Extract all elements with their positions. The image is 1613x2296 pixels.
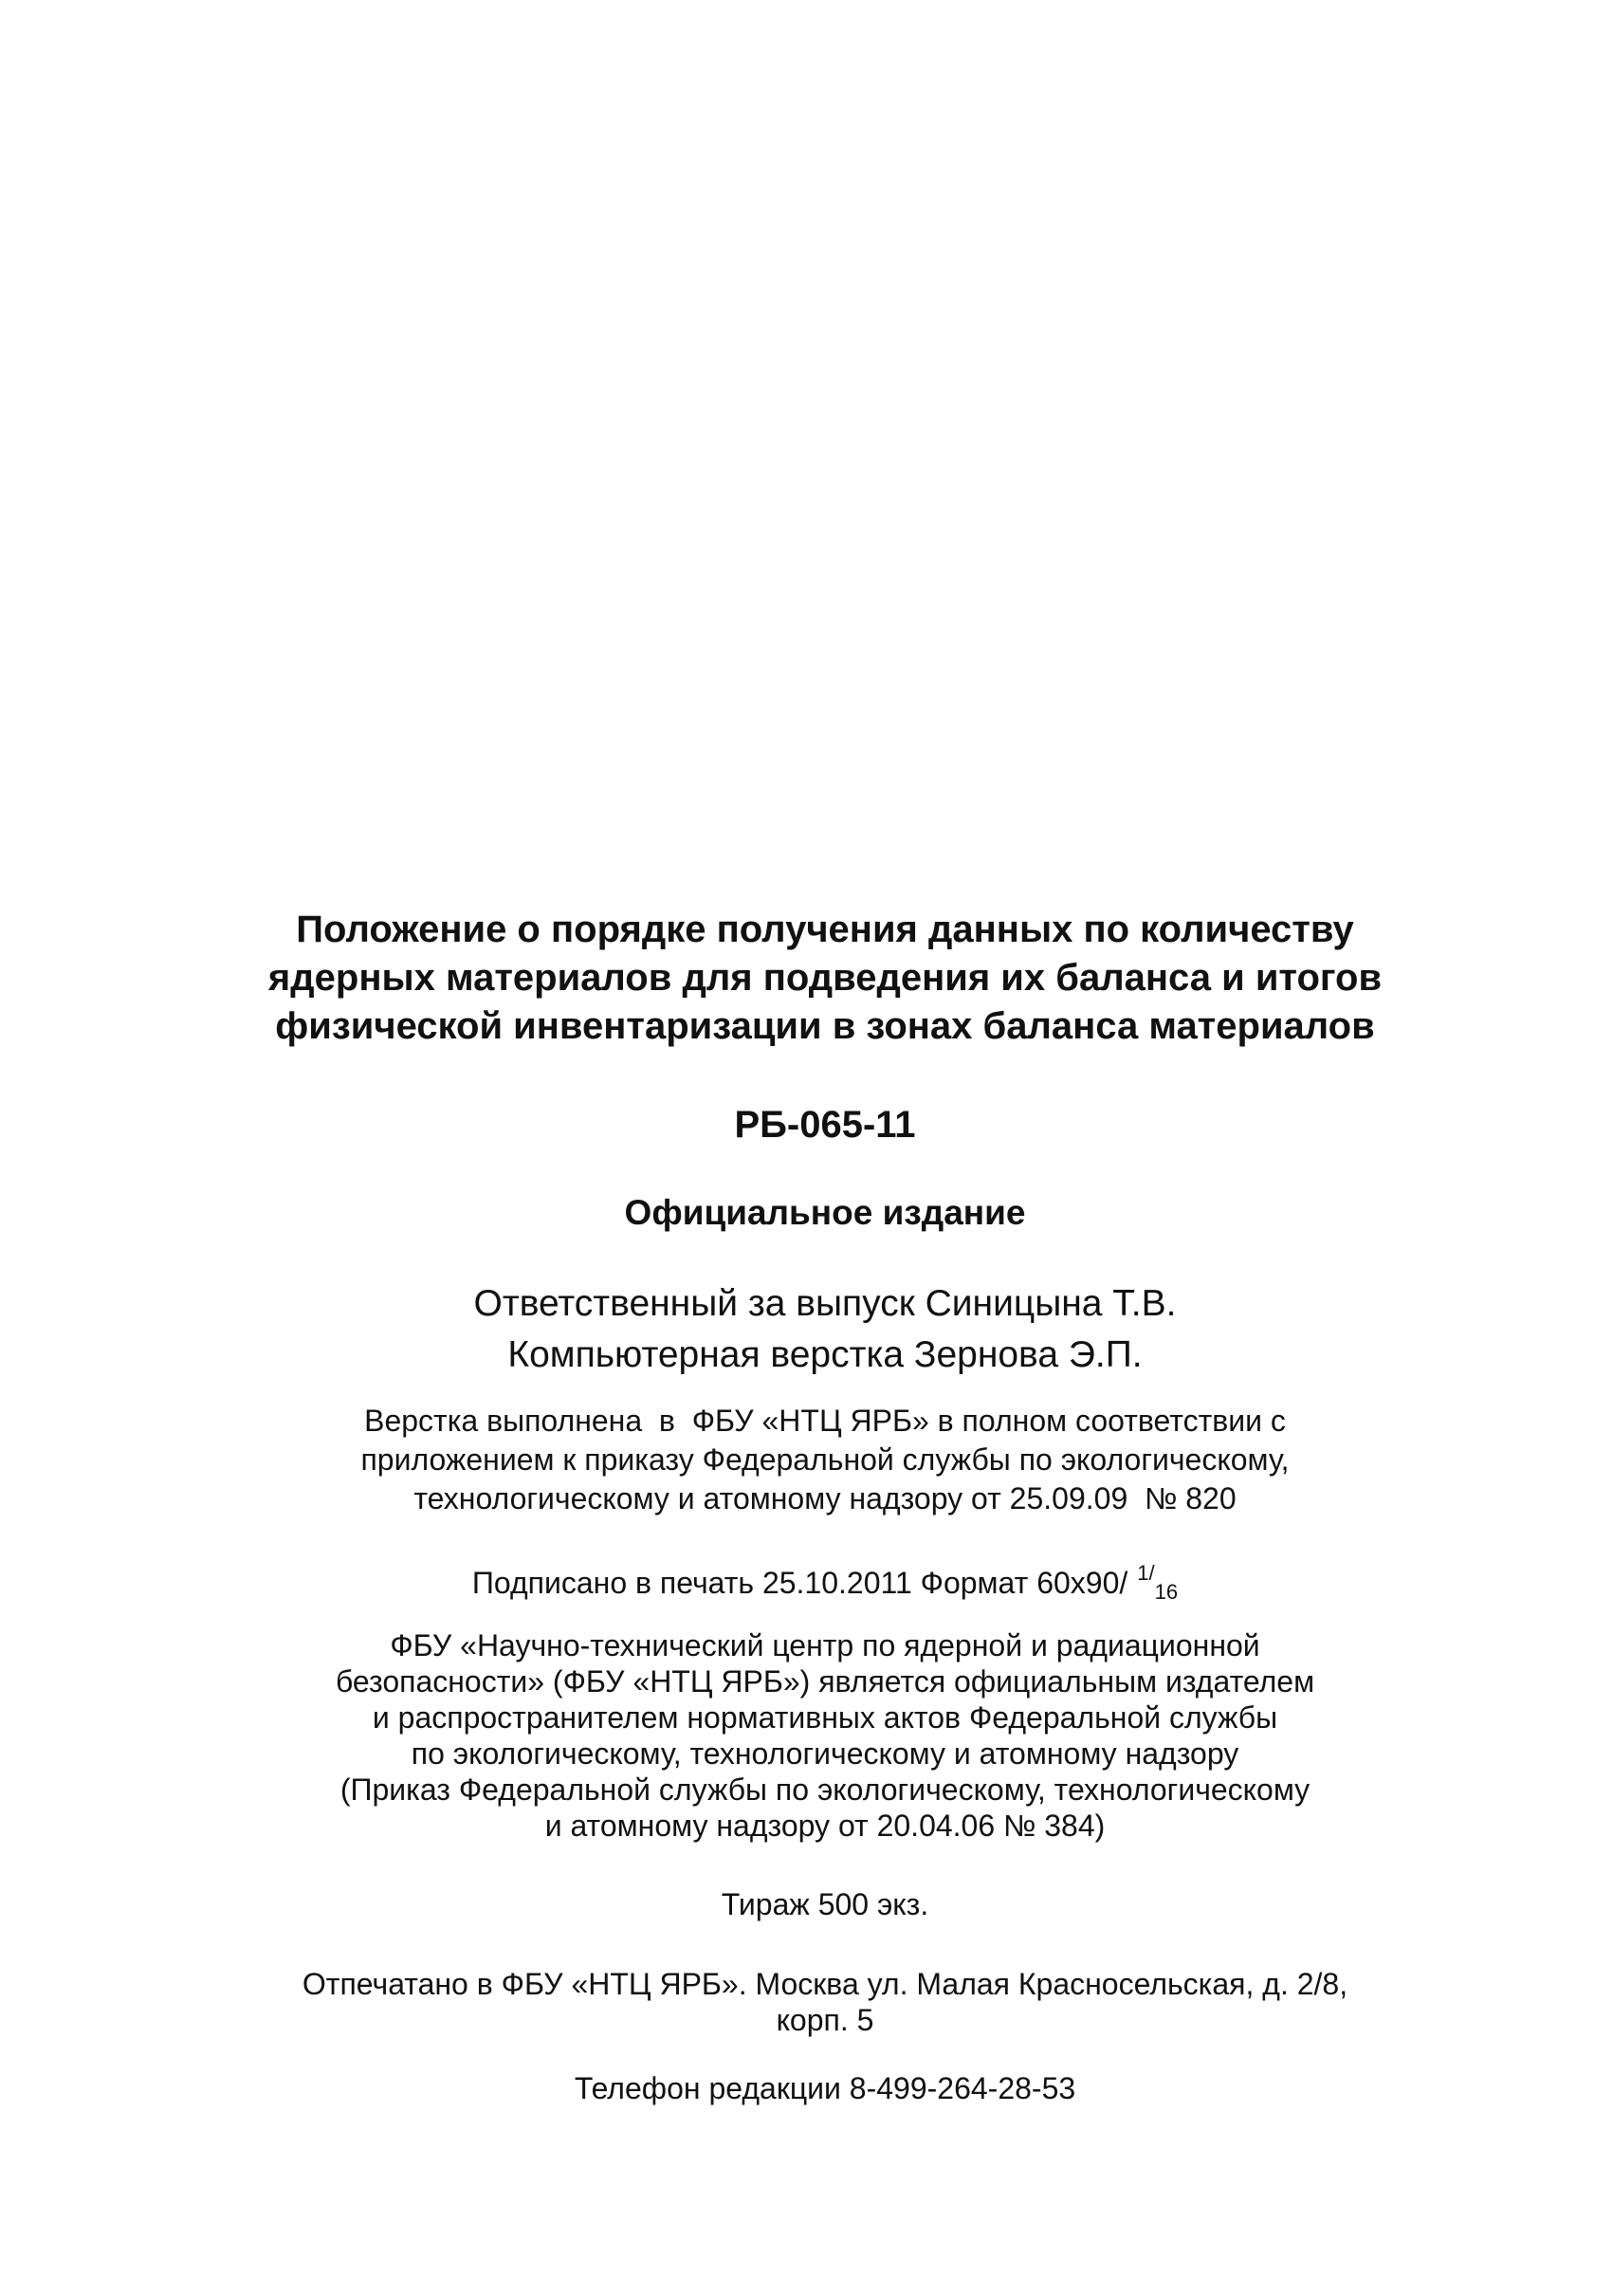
publisher-line: по экологическому, технологическому и атомному надзору: [411, 1736, 1239, 1771]
layout-person: Компьютерная верстка Зернова Э.П.: [507, 1334, 1143, 1375]
layout-note-line: Верстка выполнена в ФБУ «НТЦ ЯРБ» в полном соответствии с: [364, 1404, 1286, 1438]
printing-line: корп. 5: [776, 2003, 874, 2037]
layout-note: [209, 1402, 1441, 1518]
publisher-line: и атомному надзору от 20.04.06 № 384): [544, 1809, 1106, 1843]
fraction-numerator: 1/: [1137, 1561, 1155, 1585]
printing-info: [209, 1966, 1441, 2038]
layout-note-line: приложением к приказу Федеральной службы по экологическому,: [360, 1442, 1290, 1477]
editorial-phone: Телефон редакции 8-499-264-28-53: [574, 2071, 1076, 2105]
title-line: ядерных материалов для подведения их баланса и итогов: [267, 957, 1383, 999]
publisher-line: (Приказ Федеральной службы по экологическому, технологическому: [339, 1773, 1311, 1807]
credits: [209, 1278, 1441, 1381]
layout-note-line: технологическому и атомному надзору от 25.09.09 № 820: [413, 1481, 1237, 1515]
format-fraction: [1137, 1552, 1178, 1613]
responsible-person: Ответственный за выпуск Синицына Т.В.: [473, 1283, 1177, 1324]
fraction-denominator: 16: [1154, 1580, 1179, 1604]
signed-to-print: [209, 1552, 1441, 1613]
publisher-note: [209, 1627, 1441, 1844]
signed-text: Подписано в печать 25.10.2011 Формат 60х90/: [471, 1566, 1128, 1600]
publisher-line: безопасности» (ФБУ «НТЦ ЯРБ») является официальным издателем: [335, 1664, 1315, 1699]
title-line: Положение о порядке получения данных по количеству: [296, 909, 1354, 950]
publisher-line: и распространителем нормативных актов Федеральной службы: [372, 1700, 1278, 1735]
publisher-line: ФБУ «Научно-технический центр по ядерной и радиационной: [390, 1628, 1260, 1662]
circulation: Тираж 500 экз.: [721, 1887, 929, 1921]
document-code: РБ-065-11: [734, 1104, 916, 1146]
title-line: физической инвентаризации в зонах баланса материалов: [275, 1005, 1375, 1047]
printing-line: Отпечатано в ФБУ «НТЦ ЯРБ». Москва ул. Малая Красносельская, д. 2/8,: [302, 1967, 1348, 2001]
document-title: [209, 906, 1441, 1051]
edition-label: Официальное издание: [624, 1193, 1026, 1232]
